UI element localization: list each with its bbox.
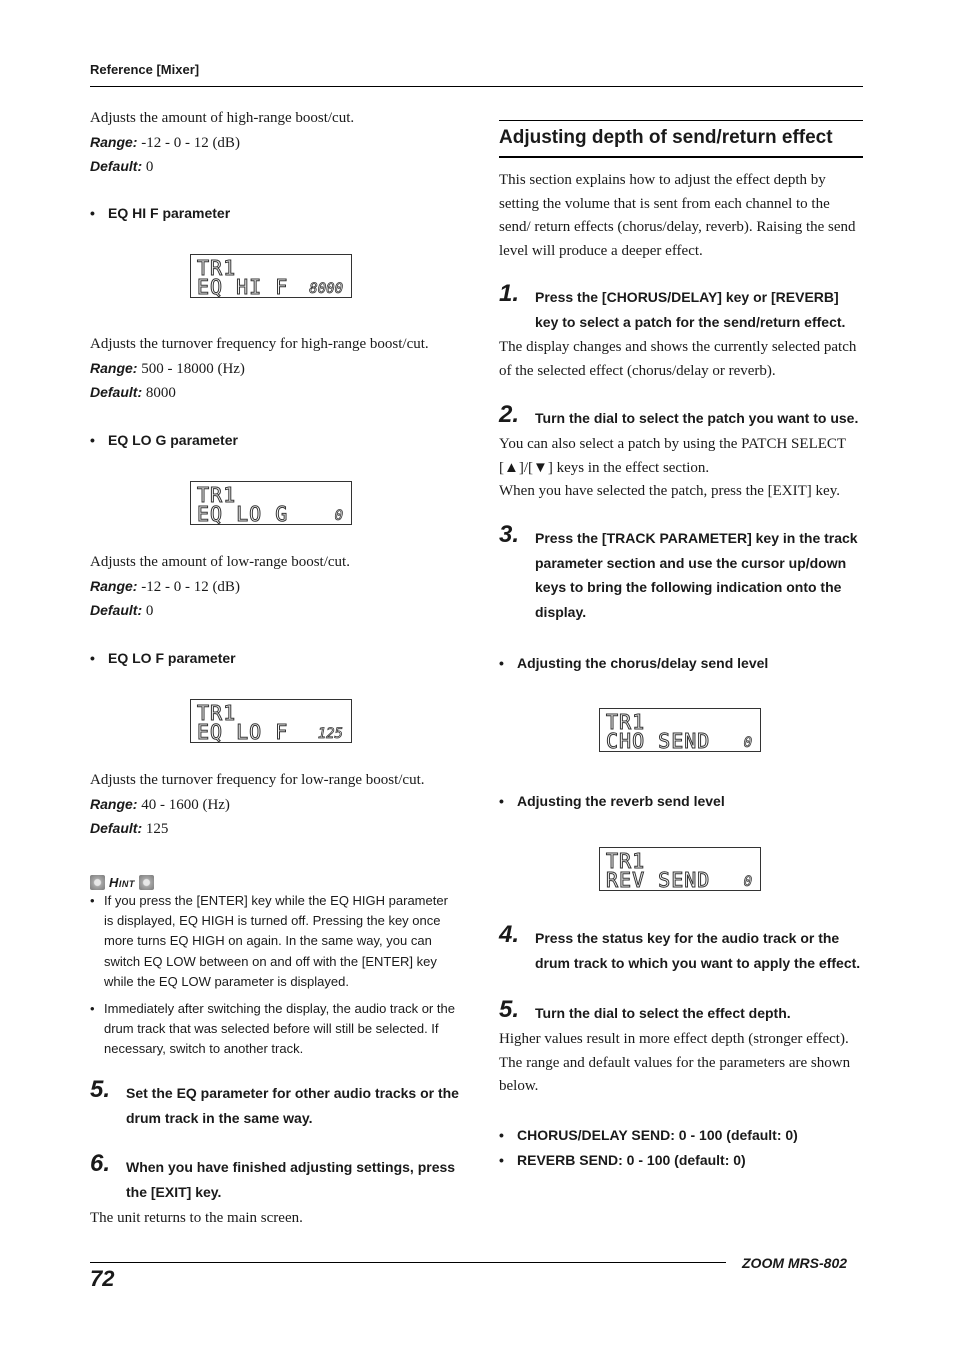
hi-f-default: Default: 8000	[90, 384, 176, 401]
lcd-eq-hi-f	[190, 254, 352, 298]
lcd-line2: REV SEND	[606, 868, 711, 892]
step-4-number: 4.	[499, 921, 520, 948]
bullet-eq-lo-g: • EQ LO G parameter	[90, 432, 238, 448]
step-3-number: 3.	[499, 521, 520, 548]
running-header: Reference [Mixer]	[90, 62, 200, 77]
step-5-result: Higher values result in more effect depth (stronger effect). The range and default values for the parameters are shown below.	[499, 1031, 851, 1094]
range-reverb-send: • REVERB SEND: 0 - 100 (default: 0)	[499, 1152, 746, 1168]
lo-f-block	[90, 769, 460, 842]
lcd-value: 0	[743, 874, 752, 890]
lcd-eq-lo-f	[190, 699, 352, 743]
lcd-line1: TR1	[197, 701, 237, 725]
footer-rule	[90, 1262, 726, 1263]
bullet-chorus-send: • Adjusting the chorus/delay send level	[499, 655, 769, 671]
hint-title: Hint	[109, 874, 135, 890]
range-chorus-send: • CHORUS/DELAY SEND: 0 - 100 (default: 0)	[499, 1127, 798, 1143]
hint-right-icon	[139, 875, 154, 890]
step-2-text: Turn the dial to select the patch you want to use.	[535, 410, 859, 426]
bullet-reverb-send: • Adjusting the reverb send level	[499, 793, 725, 809]
hi-f-range: Range: 500 - 18000 (Hz)	[90, 359, 245, 377]
lcd-line2: CHO SEND	[606, 729, 711, 753]
lcd-line1: TR1	[197, 256, 237, 280]
step-1-result: The display changes and shows the currently selected patch of the selected effect (chorus/delay or reverb).	[499, 339, 857, 379]
section-intro: This section explains how to adjust the effect depth by setting the volume that is sent from each channel to the send/ return effects (chorus/delay, reverb). Raising the send level will produce a deeper effect.	[499, 172, 856, 259]
lo-f-desc: Adjusts the turnover frequency for low-range boost/cut.	[90, 772, 425, 788]
step-3-text: Press the [TRACK PARAMETER] key in the track parameter section and use the cursor up/down keys to bring the following indication onto the display.	[535, 530, 858, 620]
lo-f-range: Range: 40 - 1600 (Hz)	[90, 795, 230, 813]
lo-f-default: Default: 125	[90, 820, 169, 837]
step-5-text: Turn the dial to select the effect depth.	[535, 1005, 791, 1021]
hi-g-desc: Adjusts the amount of high-range boost/cut.	[90, 110, 355, 126]
step-1-text: Press the [CHORUS/DELAY] key or [REVERB] key to select a patch for the send/return effect.	[535, 289, 846, 330]
step-5-number: 5.	[90, 1076, 111, 1103]
hint-item: • If you press the [ENTER] key while the EQ HIGH parameter is displayed, EQ HIGH is turned off. Pressing the key once more turns EQ HIGH on again. In the same way, you can switch EQ LOW between on and off with the [ENTER] key while the EQ LOW parameter is displayed.	[90, 893, 448, 989]
product-name: ZOOM MRS-802	[742, 1255, 848, 1271]
lo-g-block	[90, 551, 460, 624]
step-4-text: Press the status key for the audio track or the drum track to which you want to apply the effect.	[535, 930, 861, 971]
lcd-cho-send	[599, 708, 761, 752]
bullet-eq-hi-f: • EQ HI F parameter	[90, 205, 231, 221]
lcd-value: 0	[743, 735, 752, 751]
hi-g-range: Range: -12 - 0 - 12 (dB)	[90, 133, 240, 151]
step-2-result: You can also select a patch by using the PATCH SELECT [▲]/[▼] keys in the effect section. When you have selected the patch, press the [EXIT] key.	[499, 436, 846, 499]
page-number: 72	[90, 1266, 115, 1291]
lcd-line1: TR1	[606, 849, 646, 873]
lcd-line2: EQ LO F	[197, 720, 289, 744]
lcd-eq-lo-g	[190, 481, 352, 525]
bullet-eq-lo-f: • EQ LO F parameter	[90, 650, 236, 666]
lcd-value: 125	[317, 726, 343, 742]
hint-left-icon	[90, 875, 105, 890]
section-title: Adjusting depth of send/return effect	[499, 120, 863, 158]
hint-header	[90, 873, 154, 890]
lcd-line2: EQ LO G	[197, 502, 289, 526]
step-6-result: The unit returns to the main screen.	[90, 1210, 303, 1226]
hi-f-desc: Adjusts the turnover frequency for high-range boost/cut.	[90, 336, 429, 352]
hi-f-block	[90, 333, 460, 406]
lo-g-default: Default: 0	[90, 602, 154, 619]
step-6-text: When you have finished adjusting settings, press the [EXIT] key.	[126, 1159, 456, 1200]
lcd-value: 0	[334, 508, 343, 524]
hi-g-block	[90, 107, 460, 180]
step-5-number: 5.	[499, 996, 520, 1023]
hi-g-default: Default: 0	[90, 158, 154, 175]
step-1-number: 1.	[499, 280, 520, 307]
lo-g-range: Range: -12 - 0 - 12 (dB)	[90, 577, 240, 595]
step-2-number: 2.	[499, 401, 520, 428]
step-5-text: Set the EQ parameter for other audio tracks or the drum track in the same way.	[126, 1085, 459, 1126]
header-rule	[90, 86, 863, 87]
lcd-line1: TR1	[197, 483, 237, 507]
hint-item: • Immediately after switching the display, the audio track or the drum track that was selected before will still be selected. If necessary, switch to another track.	[90, 1001, 455, 1057]
lcd-line1: TR1	[606, 710, 646, 734]
lcd-line2: EQ HI F	[197, 275, 289, 299]
lo-g-desc: Adjusts the amount of low-range boost/cut.	[90, 554, 350, 570]
step-6-number: 6.	[90, 1150, 111, 1177]
lcd-value: 8000	[309, 281, 343, 297]
lcd-rev-send	[599, 847, 761, 891]
